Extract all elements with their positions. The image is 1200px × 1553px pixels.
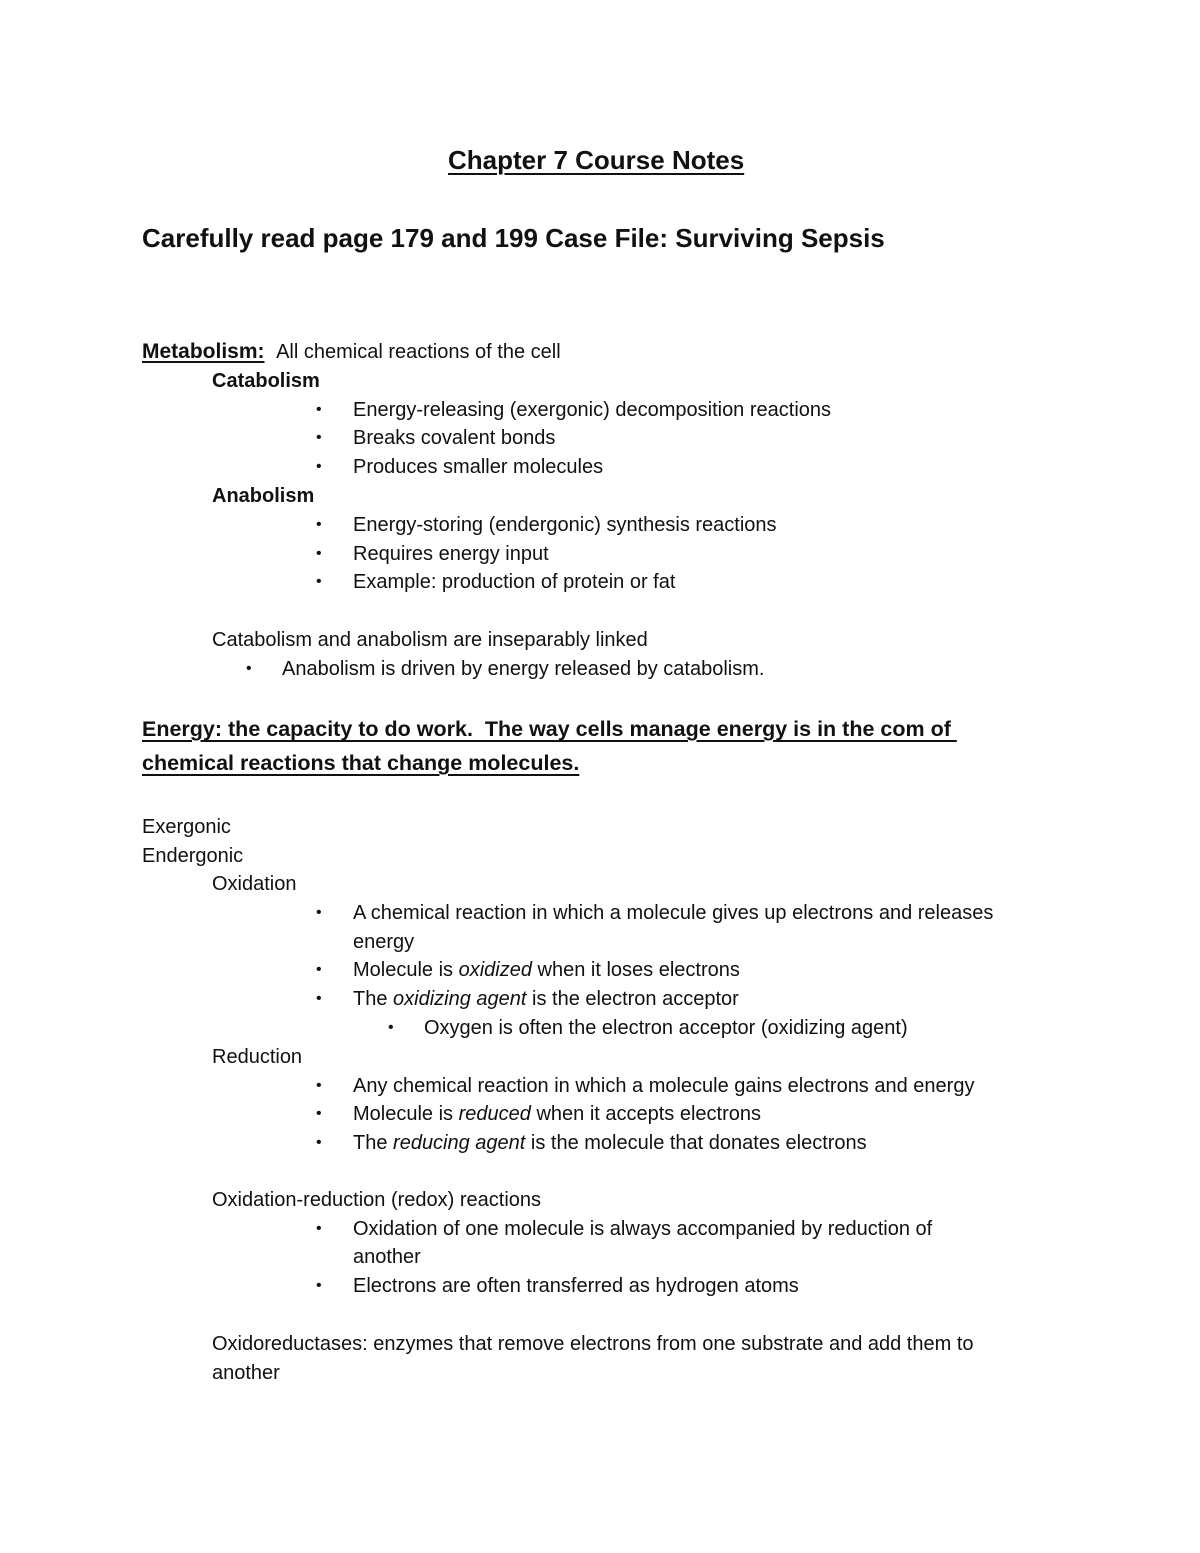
catabolism-bullet: Breaks covalent bonds	[353, 427, 556, 449]
text-run: The	[353, 988, 394, 1010]
emphasis-reducing-agent: reducing agent	[393, 1132, 526, 1154]
bullet-dot: •	[316, 1105, 322, 1122]
redox-bullet: Electrons are often transferred as hydrogen atoms	[353, 1275, 799, 1297]
redox-bullet-continued: another	[353, 1246, 421, 1268]
energy-heading-line-1: Energy: the capacity to do work. The way cells manage energy is in the com of	[142, 717, 957, 741]
catabolism-bullet: Produces smaller molecules	[353, 456, 604, 478]
page-title: Chapter 7 Course Notes	[448, 145, 745, 175]
reduction-bullet	[353, 1100, 761, 1128]
term-exergonic: Exergonic	[142, 816, 231, 838]
redox-heading: Oxidation-reduction (redox) reactions	[212, 1189, 542, 1211]
reduction-bullet	[353, 1129, 867, 1157]
emphasis-reduced: reduced	[458, 1103, 531, 1125]
catabolism-bullet: Energy-releasing (exergonic) decomposition reactions	[353, 399, 832, 421]
reduction-bullet: Any chemical reaction in which a molecule gains electrons and energy	[353, 1075, 975, 1097]
bullet-dot: •	[316, 1277, 322, 1294]
reduction-heading: Reduction	[212, 1046, 303, 1068]
bullet-dot: •	[316, 961, 322, 978]
energy-heading-line-2: chemical reactions that change molecules.	[142, 751, 580, 775]
text-run: Molecule is	[353, 959, 459, 981]
linked-statement: Catabolism and anabolism are inseparably linked	[212, 629, 648, 651]
metabolism-label: Metabolism:	[142, 340, 265, 363]
text-run: is the molecule that donates electrons	[525, 1132, 867, 1154]
metabolism-definition-line	[142, 338, 561, 366]
bullet-dot: •	[316, 516, 322, 533]
anabolism-bullet: Requires energy input	[353, 543, 549, 565]
bullet-dot: •	[316, 545, 322, 562]
anabolism-bullet: Energy-storing (endergonic) synthesis reactions	[353, 514, 777, 536]
bullet-dot: •	[316, 904, 322, 921]
anabolism-bullet: Example: production of protein or fat	[353, 571, 676, 593]
oxidation-bullet	[353, 956, 740, 984]
bullet-dot: •	[316, 990, 322, 1007]
oxidoreductases-definition-continued: another	[212, 1362, 280, 1384]
bullet-dot: •	[316, 458, 322, 475]
oxidation-sub-bullet: Oxygen is often the electron acceptor (oxidizing agent)	[424, 1017, 908, 1039]
reading-assignment: Carefully read page 179 and 199 Case File: Surviving Sepsis	[142, 223, 885, 253]
emphasis-oxidizing-agent: oxidizing agent	[393, 988, 527, 1010]
text-run: The	[353, 1132, 394, 1154]
bullet-dot: •	[246, 660, 252, 677]
bullet-dot: •	[316, 429, 322, 446]
term-endergonic: Endergonic	[142, 845, 244, 867]
oxidoreductases-definition: Oxidoreductases: enzymes that remove electrons from one substrate and add them to	[212, 1333, 974, 1355]
bullet-dot: •	[316, 1134, 322, 1151]
oxidation-bullet	[353, 985, 739, 1013]
bullet-dot: •	[388, 1019, 394, 1036]
bullet-dot: •	[316, 573, 322, 590]
bullet-dot: •	[316, 1077, 322, 1094]
redox-bullet: Oxidation of one molecule is always accompanied by reduction of	[353, 1218, 933, 1240]
catabolism-heading: Catabolism	[212, 370, 320, 392]
text-run: when it accepts electrons	[530, 1103, 762, 1125]
oxidation-heading: Oxidation	[212, 873, 297, 895]
text-run: when it loses electrons	[532, 959, 740, 981]
linked-bullet: Anabolism is driven by energy released by catabolism.	[282, 658, 765, 680]
bullet-dot: •	[316, 401, 322, 418]
text-run: is the electron acceptor	[526, 988, 739, 1010]
metabolism-definition: All chemical reactions of the cell	[276, 341, 561, 363]
oxidation-bullet: A chemical reaction in which a molecule gives up electrons and releases	[353, 902, 994, 924]
text-run: Molecule is	[353, 1103, 459, 1125]
emphasis-oxidized: oxidized	[458, 959, 532, 981]
anabolism-heading: Anabolism	[212, 485, 315, 507]
oxidation-bullet-continued: energy	[353, 931, 415, 953]
bullet-dot: •	[316, 1220, 322, 1237]
